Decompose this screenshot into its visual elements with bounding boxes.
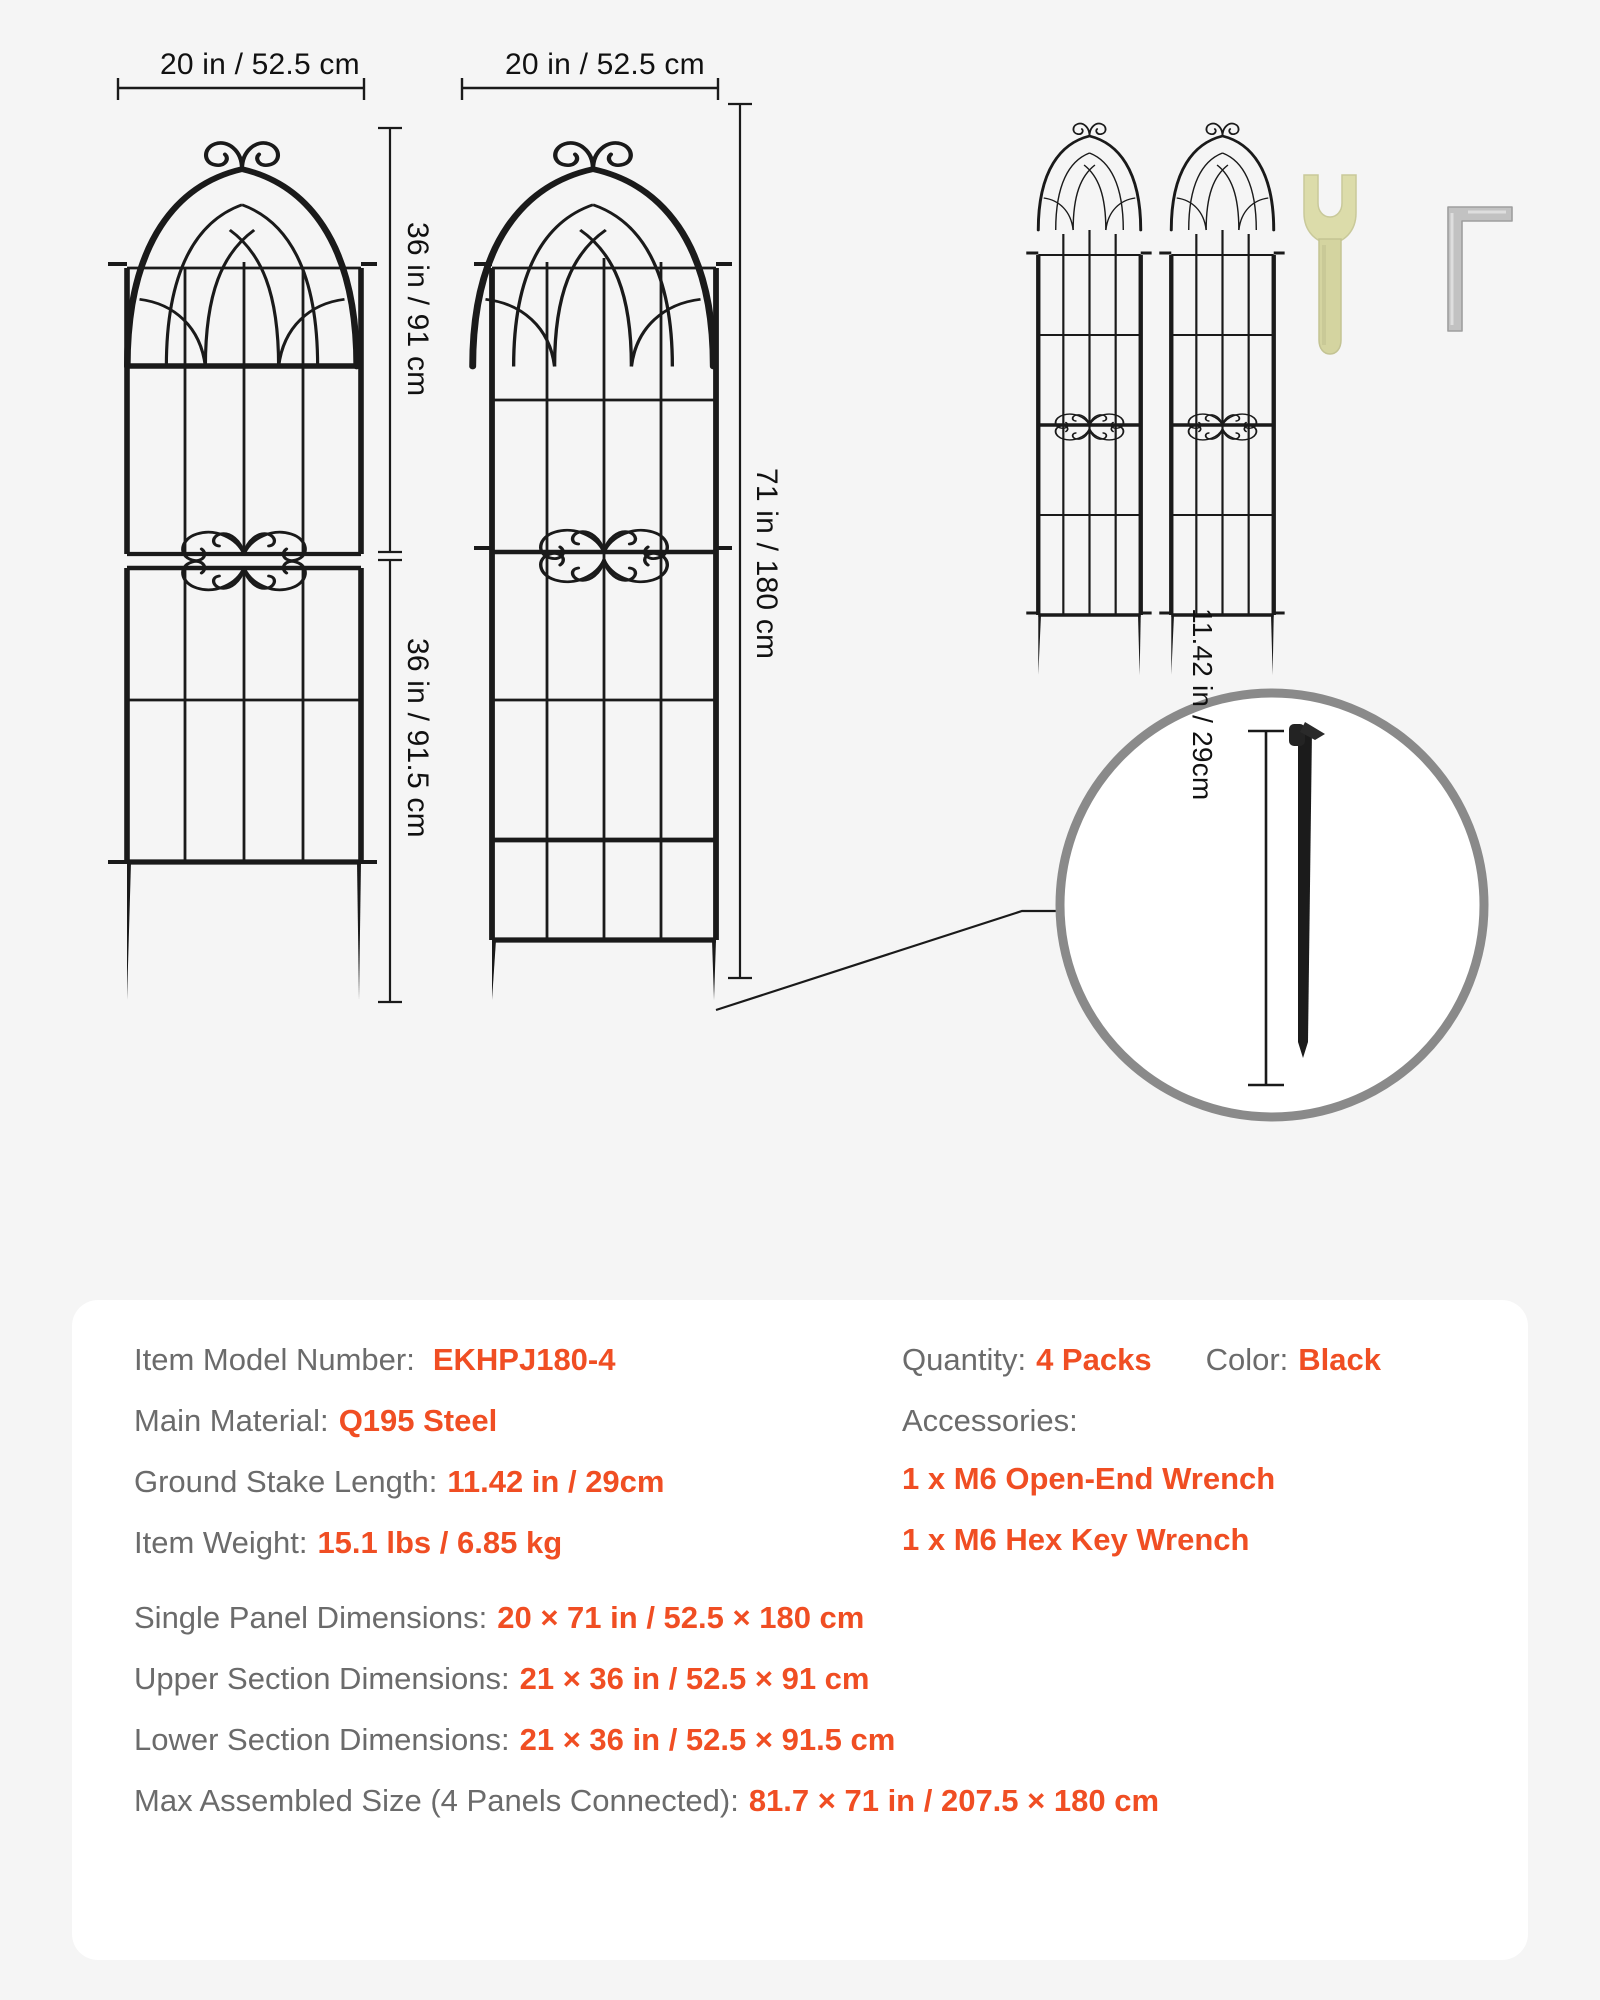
- hex-key-icon: [1448, 207, 1512, 331]
- ground-stake-callout: [1060, 693, 1484, 1117]
- width-label-right: 20 in / 52.5 cm: [505, 48, 705, 81]
- spec-row-single-panel: [134, 1600, 1514, 1636]
- spec-label-weight: Item Weight:: [134, 1525, 308, 1560]
- callout-leader-line: [716, 911, 1072, 1010]
- ground-stake-icon: [712, 940, 716, 1000]
- spec-value-weight: 15.1 lbs / 6.85 kg: [317, 1525, 563, 1560]
- spec-value-single-panel: 20 × 71 in / 52.5 × 180 cm: [497, 1600, 865, 1635]
- ground-stake-icon: [492, 940, 496, 1000]
- spec-left-column: [134, 1342, 924, 1586]
- spec-label-upper-section: Upper Section Dimensions:: [134, 1661, 510, 1696]
- trellis-panel-left: [108, 78, 377, 1000]
- spec-row-upper-section: [134, 1661, 1514, 1697]
- spec-label-stake-length: Ground Stake Length:: [134, 1464, 438, 1499]
- spec-label-material: Main Material:: [134, 1403, 329, 1438]
- spec-label-color: Color:: [1205, 1342, 1289, 1377]
- spec-value-upper-section: 21 × 36 in / 52.5 × 91 cm: [519, 1661, 870, 1696]
- spec-row-max-assembled: [134, 1783, 1514, 1819]
- spec-value-quantity: 4 Packs: [1036, 1342, 1152, 1377]
- ground-stake-icon: [127, 862, 131, 1000]
- spec-value-lower-section: 21 × 36 in / 52.5 × 91.5 cm: [519, 1722, 896, 1757]
- accessory-item-wrench: 1 x M6 Open-End Wrench: [902, 1461, 1276, 1496]
- spec-row-material: [134, 1403, 924, 1439]
- spec-row-quantity-color: [902, 1342, 1502, 1378]
- spec-label-quantity: Quantity:: [902, 1342, 1027, 1377]
- spec-row-accessories-heading: [902, 1403, 1502, 1439]
- specifications-card: [72, 1300, 1528, 1960]
- accessory-item-hex-key: 1 x M6 Hex Key Wrench: [902, 1522, 1250, 1557]
- trellis-panel-right: [462, 78, 732, 1000]
- spec-value-stake-length: 11.42 in / 29cm: [447, 1464, 665, 1499]
- spec-row-weight: [134, 1525, 924, 1561]
- spec-row-model: [134, 1342, 924, 1378]
- ground-stake-icon: [357, 862, 361, 1000]
- spec-label-max-assembled: Max Assembled Size (4 Panels Connected):: [134, 1783, 739, 1818]
- stake-length-label: 11.42 in / 29cm: [1187, 608, 1218, 801]
- spec-value-material: Q195 Steel: [338, 1403, 498, 1438]
- upper-height-label-left: 36 in / 91 cm: [401, 222, 434, 397]
- spec-value-model: EKHPJ180-4: [432, 1342, 616, 1377]
- width-label-left: 20 in / 52.5 cm: [160, 48, 360, 81]
- spec-label-accessories: Accessories:: [902, 1403, 1078, 1438]
- spec-wide-rows: [134, 1600, 1514, 1844]
- spec-value-color: Black: [1298, 1342, 1381, 1377]
- spec-right-column: [902, 1342, 1502, 1583]
- open-end-wrench-icon: [1304, 175, 1356, 354]
- spec-label-model: Item Model Number:: [134, 1342, 415, 1377]
- spec-label-lower-section: Lower Section Dimensions:: [134, 1722, 510, 1757]
- spec-row-lower-section: [134, 1722, 1514, 1758]
- lower-height-label-left: 36 in / 91.5 cm: [401, 638, 434, 838]
- spec-row-stake-length: [134, 1464, 924, 1500]
- spec-label-single-panel: Single Panel Dimensions:: [134, 1600, 488, 1635]
- height-dimension-left: [378, 128, 402, 1002]
- spec-value-max-assembled: 81.7 × 71 in / 207.5 × 180 cm: [748, 1783, 1160, 1818]
- total-height-label-right: 71 in / 180 cm: [750, 468, 783, 660]
- accessory-trellis-pair: [1026, 124, 1284, 675]
